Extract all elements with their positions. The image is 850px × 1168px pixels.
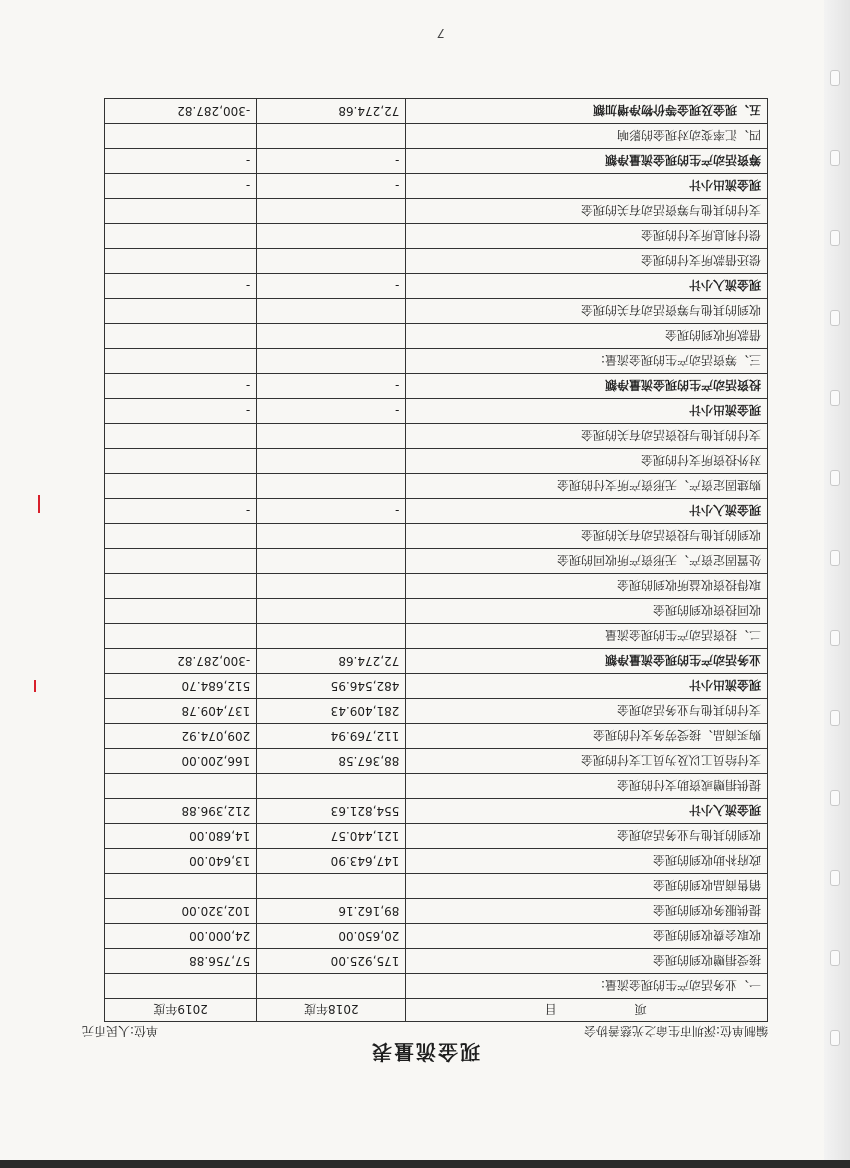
row-item: 支付的其他与业务活动现金 (406, 699, 768, 724)
value-2018: 20,650.00 (257, 924, 406, 949)
value-2018: 89,162.16 (257, 899, 406, 924)
table-row (105, 349, 768, 374)
value-2019: - (105, 499, 257, 524)
table-row (105, 474, 768, 499)
value-2019 (105, 549, 257, 574)
row-item: 业务活动产生的现金流量净额 (406, 649, 768, 674)
value-2019: 14,680.00 (105, 824, 257, 849)
table-row (105, 924, 768, 949)
table-row (105, 274, 768, 299)
value-2019 (105, 449, 257, 474)
value-2018 (257, 299, 406, 324)
row-item: 提供服务收到的现金 (406, 899, 768, 924)
cash-flow-table (104, 98, 768, 1022)
value-2019 (105, 774, 257, 799)
row-item: 一、业务活动产生的现金流量: (406, 974, 768, 999)
value-2018: 482,546.95 (257, 674, 406, 699)
header-2018: 2018年度 (257, 999, 406, 1022)
value-2018 (257, 974, 406, 999)
value-2018: - (257, 399, 406, 424)
value-2018: - (257, 174, 406, 199)
value-2018 (257, 124, 406, 149)
table-row (105, 749, 768, 774)
row-item: 收回投资收到的现金 (406, 599, 768, 624)
value-2019: -300,287.82 (105, 99, 257, 124)
row-item: 现金流入小计 (406, 799, 768, 824)
value-2018: 554,821.63 (257, 799, 406, 824)
value-2018: 72,274.68 (257, 649, 406, 674)
value-2018 (257, 449, 406, 474)
row-item: 购买商品、接受劳务支付的现金 (406, 724, 768, 749)
value-2018: 121,440.57 (257, 824, 406, 849)
table-row (105, 249, 768, 274)
value-2019: 102,320.00 (105, 899, 257, 924)
table-row (105, 149, 768, 174)
value-2018: 175,925.00 (257, 949, 406, 974)
row-item: 现金流出小计 (406, 399, 768, 424)
value-2018 (257, 224, 406, 249)
compiled-by: 编制单位:深圳市生命之光慈善协会 (583, 1024, 768, 1038)
value-2018 (257, 199, 406, 224)
value-2018: 281,409.43 (257, 699, 406, 724)
value-2019: - (105, 274, 257, 299)
value-2019 (105, 424, 257, 449)
value-2019 (105, 599, 257, 624)
table-row (105, 949, 768, 974)
value-2019 (105, 299, 257, 324)
value-2019: 209,074.92 (105, 724, 257, 749)
row-item: 销售商品收到的现金 (406, 874, 768, 899)
value-2019: 57,756.88 (105, 949, 257, 974)
row-item: 二、投资活动产生的现金流量 (406, 624, 768, 649)
header-2019: 2019年度 (105, 999, 257, 1022)
value-2019 (105, 349, 257, 374)
table-header (105, 999, 768, 1022)
value-2018: - (257, 274, 406, 299)
value-2018 (257, 874, 406, 899)
value-2019: 512,684.70 (105, 674, 257, 699)
value-2019 (105, 199, 257, 224)
row-item: 现金流入小计 (406, 274, 768, 299)
table-row (105, 499, 768, 524)
row-item: 政府补助收到的现金 (406, 849, 768, 874)
value-2019 (105, 574, 257, 599)
table-row (105, 649, 768, 674)
table-row (105, 549, 768, 574)
table-row (105, 324, 768, 349)
value-2018 (257, 574, 406, 599)
value-2019: -300,287.82 (105, 649, 257, 674)
table-row (105, 99, 768, 124)
table-row (105, 574, 768, 599)
value-2019: 166,200.00 (105, 749, 257, 774)
value-2018 (257, 624, 406, 649)
row-item: 投资活动产生的现金流量净额 (406, 374, 768, 399)
value-2019: 212,396.88 (105, 799, 257, 824)
row-item: 收取会费收到的现金 (406, 924, 768, 949)
table-row (105, 624, 768, 649)
table-row (105, 699, 768, 724)
value-2019 (105, 249, 257, 274)
row-item: 四、汇率变动对现金的影响 (406, 124, 768, 149)
row-item: 现金流出小计 (406, 174, 768, 199)
value-2018 (257, 324, 406, 349)
page-number: 7 (437, 26, 445, 40)
row-item: 处置固定资产、无形资产所收回的现金 (406, 549, 768, 574)
value-2018: 147,643.90 (257, 849, 406, 874)
value-2018 (257, 549, 406, 574)
table-row (105, 724, 768, 749)
row-item: 对外投资所支付的现金 (406, 449, 768, 474)
row-item: 偿付利息所支付的现金 (406, 224, 768, 249)
value-2019: - (105, 149, 257, 174)
value-2018: - (257, 374, 406, 399)
table-row (105, 424, 768, 449)
table-row (105, 524, 768, 549)
value-2019: 24,000.00 (105, 924, 257, 949)
value-2019 (105, 524, 257, 549)
table-row (105, 974, 768, 999)
row-item: 提供捐赠或资助支付的现金 (406, 774, 768, 799)
row-item: 支付的其他与投资活动有关的现金 (406, 424, 768, 449)
value-2018 (257, 424, 406, 449)
value-2018 (257, 524, 406, 549)
table-row (105, 674, 768, 699)
table-row (105, 874, 768, 899)
value-2019: - (105, 399, 257, 424)
value-2019: 13,640.00 (105, 849, 257, 874)
value-2018: - (257, 499, 406, 524)
document-title: 现金流量表 (370, 1040, 480, 1064)
table-row (105, 899, 768, 924)
table-row (105, 174, 768, 199)
row-item: 购建固定资产、无形资产所支付的现金 (406, 474, 768, 499)
value-2019 (105, 324, 257, 349)
table-row (105, 799, 768, 824)
currency-unit: 单位:人民币元 (82, 1024, 159, 1038)
value-2018: 112,769.94 (257, 724, 406, 749)
header-item: 项 目 (406, 999, 768, 1022)
value-2018 (257, 474, 406, 499)
value-2018 (257, 774, 406, 799)
value-2019 (105, 874, 257, 899)
row-item: 现金流出小计 (406, 674, 768, 699)
value-2019 (105, 224, 257, 249)
row-item: 支付给员工以及为员工支付的现金 (406, 749, 768, 774)
table-row (105, 449, 768, 474)
table-row (105, 124, 768, 149)
value-2018 (257, 249, 406, 274)
value-2018 (257, 349, 406, 374)
value-2019: - (105, 374, 257, 399)
value-2019: 137,409.78 (105, 699, 257, 724)
table-row (105, 299, 768, 324)
value-2019: - (105, 174, 257, 199)
row-item: 筹资活动产生的现金流量净额 (406, 149, 768, 174)
value-2018: - (257, 149, 406, 174)
value-2018 (257, 599, 406, 624)
table-row (105, 774, 768, 799)
row-item: 取得投资收益所收到的现金 (406, 574, 768, 599)
table-row (105, 824, 768, 849)
table-row (105, 199, 768, 224)
table-row (105, 374, 768, 399)
table-body (105, 99, 768, 999)
table-row (105, 849, 768, 874)
row-item: 五、现金及现金等价物净增加额 (406, 99, 768, 124)
table-row (105, 599, 768, 624)
value-2019 (105, 624, 257, 649)
table-row (105, 224, 768, 249)
row-item: 收到的其他与筹资活动有关的现金 (406, 299, 768, 324)
row-item: 收到的其他与业务活动现金 (406, 824, 768, 849)
value-2018: 72,274.68 (257, 99, 406, 124)
row-item: 接受捐赠收到的现金 (406, 949, 768, 974)
table-row (105, 399, 768, 424)
row-item: 现金流入小计 (406, 499, 768, 524)
row-item: 收到的其他与投资活动有关的现金 (406, 524, 768, 549)
row-item: 借款所收到的现金 (406, 324, 768, 349)
row-item: 偿还借款所支付的现金 (406, 249, 768, 274)
value-2018: 88,367.58 (257, 749, 406, 774)
row-item: 三、筹资活动产生的现金流量: (406, 349, 768, 374)
value-2019 (105, 974, 257, 999)
value-2019 (105, 474, 257, 499)
row-item: 支付的其他与筹资活动有关的现金 (406, 199, 768, 224)
value-2019 (105, 124, 257, 149)
